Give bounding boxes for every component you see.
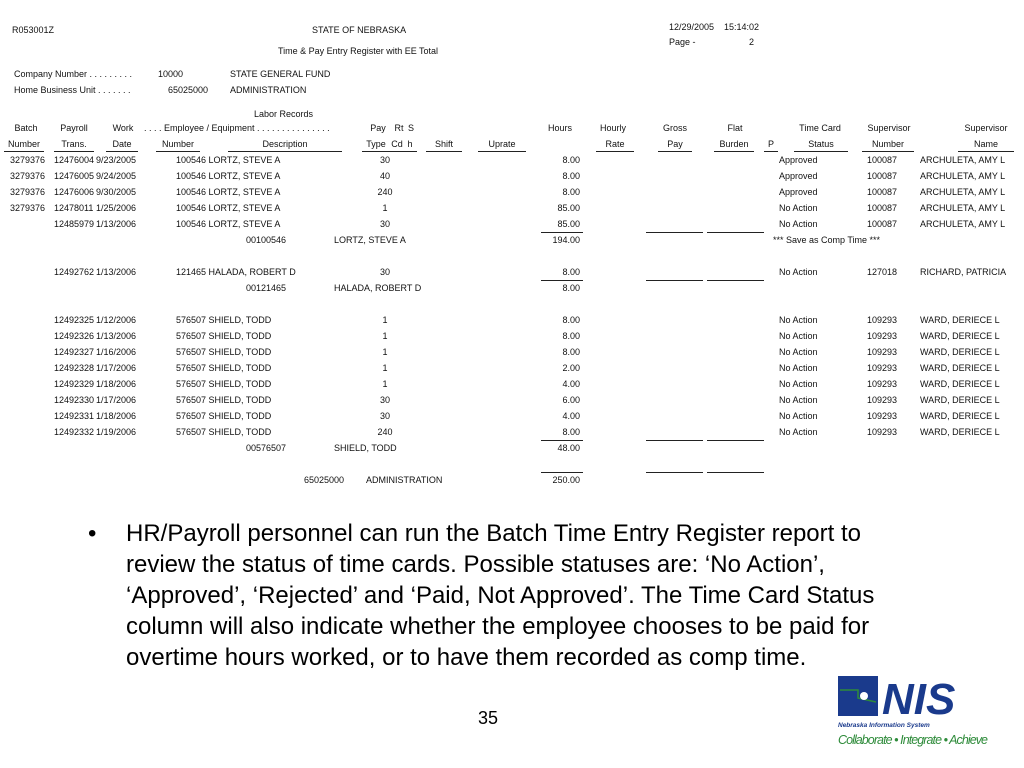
pay-type: 1 bbox=[382, 347, 388, 357]
column-header: Pay bbox=[370, 123, 386, 133]
time-card-status: No Action bbox=[779, 427, 818, 437]
supervisor-number: 109293 bbox=[867, 411, 898, 421]
supervisor-number: 100087 bbox=[867, 171, 898, 181]
column-header: Time Card bbox=[799, 123, 841, 133]
pay-type: 30 bbox=[379, 155, 390, 165]
underline bbox=[646, 472, 703, 473]
column-header: Number bbox=[161, 139, 194, 149]
column-header: h bbox=[407, 139, 413, 149]
work-date: 1/19/2006 bbox=[96, 427, 137, 437]
column-header: Date bbox=[112, 139, 132, 149]
supervisor-number: 109293 bbox=[867, 363, 898, 373]
pay-type: 30 bbox=[379, 411, 390, 421]
payroll-trans: 12492332 bbox=[54, 427, 95, 437]
time-card-status: No Action bbox=[779, 347, 818, 357]
hbu-name: ADMINISTRATION bbox=[230, 85, 307, 95]
total-hours: 250.00 bbox=[552, 475, 580, 485]
work-date: 9/30/2005 bbox=[96, 187, 137, 197]
slide-number: 35 bbox=[478, 708, 499, 728]
pay-type: 1 bbox=[382, 363, 388, 373]
employee-total-number: 00121465 bbox=[246, 283, 287, 293]
employee: 100546 LORTZ, STEVE A bbox=[176, 187, 281, 197]
employee: 576507 SHIELD, TODD bbox=[176, 411, 272, 421]
underline bbox=[646, 232, 703, 233]
supervisor-number: 109293 bbox=[867, 427, 898, 437]
underline bbox=[596, 151, 634, 152]
pay-type: 240 bbox=[377, 427, 393, 437]
total-hours: 48.00 bbox=[557, 443, 580, 453]
employee: 100546 LORTZ, STEVE A bbox=[176, 155, 281, 165]
employee: 576507 SHIELD, TODD bbox=[176, 347, 272, 357]
supervisor-name: ARCHULETA, AMY L bbox=[920, 187, 1006, 197]
column-header: Cd bbox=[391, 139, 403, 149]
company-number: 10000 bbox=[158, 69, 184, 79]
employee: 576507 SHIELD, TODD bbox=[176, 315, 272, 325]
supervisor-name: ARCHULETA, AMY L bbox=[920, 203, 1006, 213]
column-header: Status bbox=[808, 139, 834, 149]
employee: 100546 LORTZ, STEVE A bbox=[176, 219, 281, 229]
company-label: Company Number . . . . . . . . . bbox=[14, 69, 133, 79]
employee: 100546 LORTZ, STEVE A bbox=[176, 203, 281, 213]
hours: 4.00 bbox=[562, 411, 580, 421]
supervisor-number: 100087 bbox=[867, 187, 898, 197]
pay-type: 240 bbox=[377, 187, 393, 197]
supervisor-number: 100087 bbox=[867, 155, 898, 165]
employee-total-number: 00576507 bbox=[246, 443, 287, 453]
supervisor-name: WARD, DERIECE L bbox=[920, 395, 1000, 405]
underline bbox=[4, 151, 44, 152]
batch-number: 3279376 bbox=[10, 203, 46, 213]
work-date: 1/16/2006 bbox=[96, 347, 137, 357]
company-name: STATE GENERAL FUND bbox=[230, 69, 331, 79]
time-card-status: No Action bbox=[779, 219, 818, 229]
payroll-trans: 12478011 bbox=[54, 203, 94, 213]
column-header: Batch bbox=[14, 123, 38, 133]
supervisor-name: WARD, DERIECE L bbox=[920, 347, 1000, 357]
hours: 8.00 bbox=[562, 347, 580, 357]
section-title: Labor Records bbox=[254, 109, 314, 119]
page-number: 2 bbox=[749, 37, 755, 47]
underline bbox=[646, 280, 703, 281]
total-hours: 8.00 bbox=[562, 283, 580, 293]
time-card-status: No Action bbox=[779, 331, 818, 341]
supervisor-name: WARD, DERIECE L bbox=[920, 379, 1000, 389]
supervisor-number: 127018 bbox=[867, 267, 898, 277]
hours: 8.00 bbox=[562, 315, 580, 325]
supervisor-name: WARD, DERIECE L bbox=[920, 331, 1000, 341]
work-date: 9/23/2005 bbox=[96, 155, 137, 165]
column-header: Pay bbox=[667, 139, 683, 149]
employee: 576507 SHIELD, TODD bbox=[176, 395, 272, 405]
batch-number: 3279376 bbox=[10, 171, 46, 181]
payroll-trans: 12492762 bbox=[54, 267, 95, 277]
work-date: 1/13/2006 bbox=[96, 267, 137, 277]
payroll-trans: 12492326 bbox=[54, 331, 95, 341]
column-header: Hourly bbox=[599, 123, 626, 133]
employee-total-name: LORTZ, STEVE A bbox=[334, 235, 406, 245]
supervisor-number: 109293 bbox=[867, 331, 898, 341]
report-state: STATE OF NEBRASKA bbox=[312, 25, 407, 35]
employee-total-name: SHIELD, TODD bbox=[334, 443, 397, 453]
time-card-status: No Action bbox=[779, 379, 818, 389]
svg-text:Collaborate • Integrate • Achi: Collaborate • Integrate • Achieve bbox=[838, 733, 988, 747]
supervisor-number: 109293 bbox=[867, 379, 898, 389]
pay-type: 30 bbox=[379, 219, 390, 229]
column-header: Type bbox=[366, 139, 386, 149]
payroll-trans: 12476005 bbox=[54, 171, 95, 181]
underline bbox=[228, 151, 342, 152]
supervisor-name: ARCHULETA, AMY L bbox=[920, 155, 1006, 165]
supervisor-name: ARCHULETA, AMY L bbox=[920, 171, 1006, 181]
total-hours: 194.00 bbox=[552, 235, 580, 245]
batch-number: 3279376 bbox=[10, 155, 46, 165]
underline bbox=[764, 151, 778, 152]
column-header: P bbox=[767, 139, 774, 149]
bullet-text: HR/Payroll personnel can run the Batch Time Entry Register report to review the status of time cards. Possible statuses are: ‘No Action’, ‘Approved’, ‘Rejected’ and ‘Paid, Not Approved’. The Time Card Status column will also indicate whether the employee chooses to be paid for overtime hours worked, or to have them recorded as comp time. bbox=[126, 520, 875, 671]
time-card-status: No Action bbox=[779, 363, 818, 373]
column-header: S bbox=[407, 123, 414, 133]
work-date: 1/13/2006 bbox=[96, 331, 137, 341]
employee-total-number: 00100546 bbox=[246, 235, 287, 245]
supervisor-name: WARD, DERIECE L bbox=[920, 411, 1000, 421]
hours: 8.00 bbox=[562, 171, 580, 181]
employee: 121465 HALADA, ROBERT D bbox=[176, 267, 296, 277]
underline bbox=[707, 472, 764, 473]
pay-type: 1 bbox=[382, 331, 388, 341]
column-header: Uprate bbox=[488, 139, 516, 149]
time-card-status: No Action bbox=[779, 203, 818, 213]
work-date: 1/18/2006 bbox=[96, 411, 137, 421]
column-header: Hours bbox=[547, 123, 572, 133]
payroll-trans: 12492325 bbox=[54, 315, 95, 325]
work-date: 9/24/2005 bbox=[96, 171, 137, 181]
column-header: Rate bbox=[605, 139, 625, 149]
column-header: Burden bbox=[719, 139, 749, 149]
work-date: 1/17/2006 bbox=[96, 395, 137, 405]
supervisor-name: ARCHULETA, AMY L bbox=[920, 219, 1006, 229]
supervisor-number: 109293 bbox=[867, 347, 898, 357]
hours: 8.00 bbox=[562, 267, 580, 277]
time-card-status: Approved bbox=[779, 155, 818, 165]
underline bbox=[362, 151, 390, 152]
time-card-status: Approved bbox=[779, 187, 818, 197]
supervisor-name: WARD, DERIECE L bbox=[920, 315, 1000, 325]
column-header: Number bbox=[7, 139, 40, 149]
time-card-status: No Action bbox=[779, 411, 818, 421]
work-date: 1/25/2006 bbox=[96, 203, 137, 213]
underline bbox=[156, 151, 200, 152]
column-header: Description bbox=[262, 139, 308, 149]
time-card-status: No Action bbox=[779, 267, 818, 277]
employee-total-name: HALADA, ROBERT D bbox=[334, 283, 422, 293]
underline bbox=[646, 440, 703, 441]
nis-logo bbox=[838, 676, 998, 756]
employee: 100546 LORTZ, STEVE A bbox=[176, 171, 281, 181]
underline bbox=[403, 151, 417, 152]
report-date: 12/29/2005 bbox=[669, 22, 715, 32]
report-time: 15:14:02 bbox=[724, 22, 760, 32]
employee: 576507 SHIELD, TODD bbox=[176, 427, 272, 437]
batch-number: 3279376 bbox=[10, 187, 46, 197]
payroll-trans: 12492327 bbox=[54, 347, 95, 357]
underline bbox=[541, 232, 583, 233]
employee: 576507 SHIELD, TODD bbox=[176, 363, 272, 373]
payroll-trans: 12492328 bbox=[54, 363, 95, 373]
underline bbox=[658, 151, 692, 152]
column-header: Name bbox=[973, 139, 998, 149]
underline bbox=[541, 280, 583, 281]
column-header: Flat bbox=[727, 123, 743, 133]
payroll-trans: 12492331 bbox=[54, 411, 95, 421]
underline bbox=[106, 151, 138, 152]
underline bbox=[714, 151, 754, 152]
supervisor-number: 109293 bbox=[867, 315, 898, 325]
column-header: Shift bbox=[434, 139, 453, 149]
underline bbox=[794, 151, 848, 152]
hours: 2.00 bbox=[562, 363, 580, 373]
pay-type: 1 bbox=[382, 315, 388, 325]
work-date: 1/13/2006 bbox=[96, 219, 137, 229]
svg-text:Nebraska Information System: Nebraska Information System bbox=[838, 722, 930, 729]
work-date: 1/17/2006 bbox=[96, 363, 137, 373]
column-header: Number bbox=[871, 139, 904, 149]
bullet-symbol: • bbox=[88, 520, 97, 547]
pay-type: 1 bbox=[382, 203, 388, 213]
hours: 85.00 bbox=[557, 219, 580, 229]
employee-total-name: ADMINISTRATION bbox=[366, 475, 443, 485]
underline bbox=[707, 280, 764, 281]
underline bbox=[958, 151, 1014, 152]
report-code: R053001Z bbox=[12, 25, 55, 35]
underline bbox=[707, 232, 764, 233]
underline bbox=[707, 440, 764, 441]
time-card-status: Approved bbox=[779, 171, 818, 181]
underline bbox=[478, 151, 526, 152]
employee-total-number: 65025000 bbox=[304, 475, 345, 485]
column-header: Rt bbox=[394, 123, 404, 133]
time-card-status: No Action bbox=[779, 395, 818, 405]
work-date: 1/12/2006 bbox=[96, 315, 137, 325]
column-header: Supervisor bbox=[964, 123, 1008, 133]
pay-type: 30 bbox=[379, 267, 390, 277]
underline bbox=[541, 472, 583, 473]
employee: 576507 SHIELD, TODD bbox=[176, 379, 272, 389]
column-header: . . . . Employee / Equipment . . . . . . . . . . . . . . . bbox=[144, 123, 330, 133]
hbu-number: 65025000 bbox=[168, 85, 209, 95]
hours: 85.00 bbox=[557, 203, 580, 213]
supervisor-name: RICHARD, PATRICIA bbox=[920, 267, 1007, 277]
payroll-trans: 12476006 bbox=[54, 187, 95, 197]
payroll-trans: 12476004 bbox=[54, 155, 95, 165]
underline bbox=[862, 151, 914, 152]
column-header: Gross bbox=[662, 123, 687, 133]
supervisor-number: 100087 bbox=[867, 219, 898, 229]
payroll-trans: 12485979 bbox=[54, 219, 95, 229]
column-header: Trans. bbox=[61, 139, 87, 149]
report-title: Time & Pay Entry Register with EE Total bbox=[278, 46, 439, 56]
payroll-trans: 12492330 bbox=[54, 395, 95, 405]
pay-type: 40 bbox=[379, 171, 390, 181]
hours: 8.00 bbox=[562, 331, 580, 341]
hours: 6.00 bbox=[562, 395, 580, 405]
hours: 8.00 bbox=[562, 427, 580, 437]
hours: 4.00 bbox=[562, 379, 580, 389]
supervisor-number: 109293 bbox=[867, 395, 898, 405]
time-card-status: No Action bbox=[779, 315, 818, 325]
hbu-label: Home Business Unit . . . . . . . bbox=[14, 85, 131, 95]
employee: 576507 SHIELD, TODD bbox=[176, 331, 272, 341]
payroll-trans: 12492329 bbox=[54, 379, 95, 389]
svg-text:NIS: NIS bbox=[882, 676, 956, 724]
column-header: Supervisor bbox=[867, 123, 911, 133]
supervisor-name: WARD, DERIECE L bbox=[920, 427, 1000, 437]
pay-type: 1 bbox=[382, 379, 388, 389]
underline bbox=[426, 151, 462, 152]
hours: 8.00 bbox=[562, 187, 580, 197]
total-status: *** Save as Comp Time *** bbox=[773, 235, 881, 245]
underline bbox=[54, 151, 94, 152]
supervisor-number: 100087 bbox=[867, 203, 898, 213]
column-header: Work bbox=[112, 123, 134, 133]
page-label: Page - bbox=[669, 37, 696, 47]
hours: 8.00 bbox=[562, 155, 580, 165]
pay-type: 30 bbox=[379, 395, 390, 405]
supervisor-name: WARD, DERIECE L bbox=[920, 363, 1000, 373]
column-header: Payroll bbox=[60, 123, 88, 133]
work-date: 1/18/2006 bbox=[96, 379, 137, 389]
underline bbox=[541, 440, 583, 441]
